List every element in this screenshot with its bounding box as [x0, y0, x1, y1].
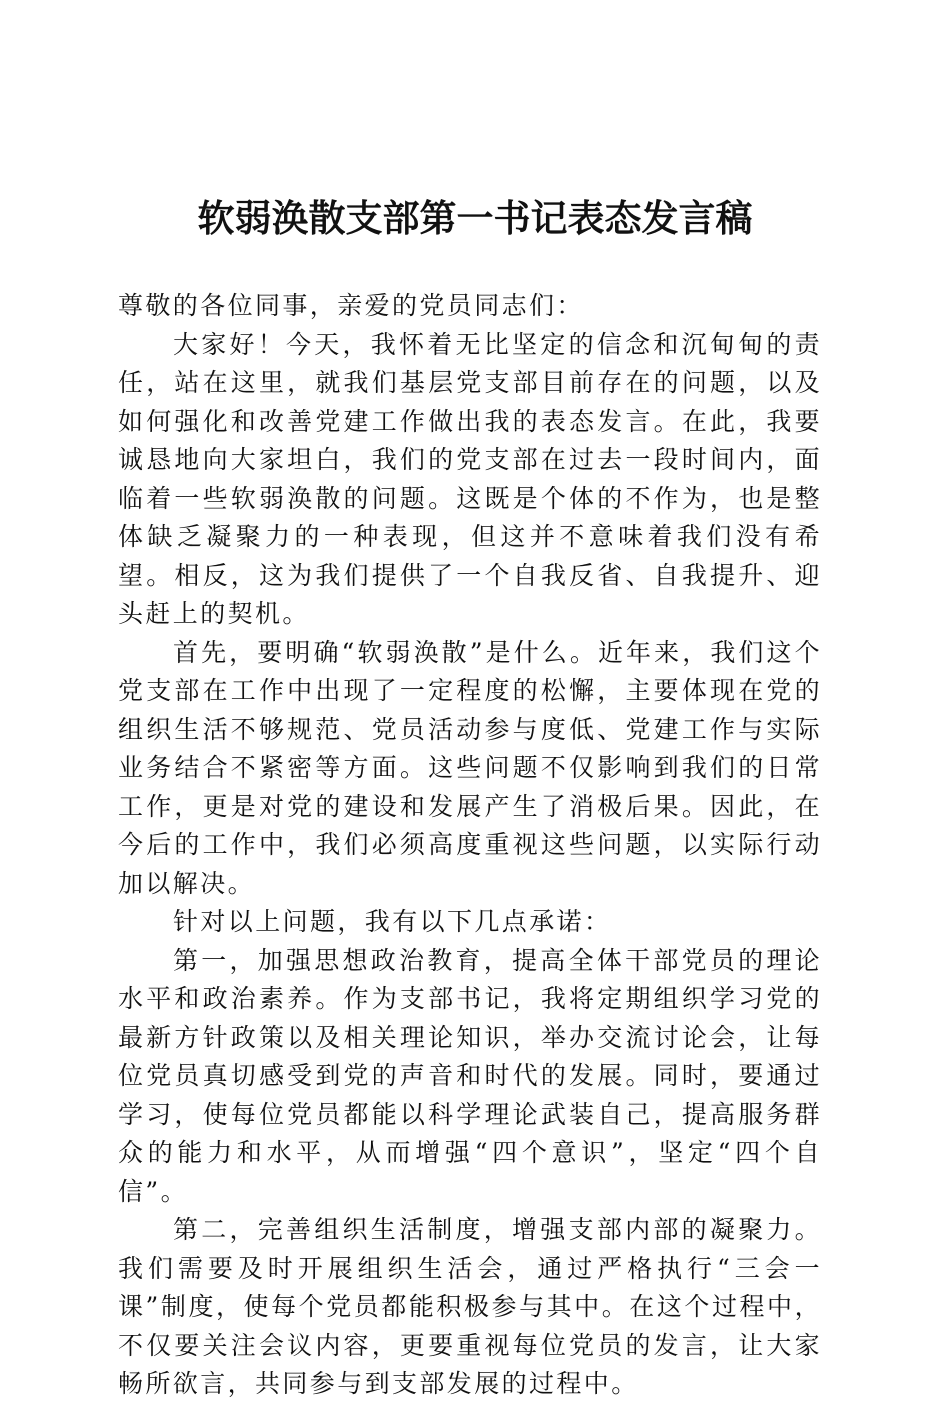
paragraph: 首先，要明确“软弱涣散”是什么。近年来，我们这个党支部在工作中出现了一定程度的松懈，主要体现在党的组织生活不够规范、党员活动参与度低、党建工作与实际业务结合不紧密等方面。这些问题不仅影响到我们的日常工作，更是对党的建设和发展产生了消极后果。因此，在今后的工作中，我们必须高度重视这些问题，以实际行动加以解决。 [118, 637, 822, 898]
paragraph: 第一，加强思想政治教育，提高全体干部党员的理论水平和政治素养。作为支部书记，我将定期组织学习党的最新方针政策以及相关理论知识，举办交流讨论会，让每位党员真切感受到党的声音和时代的发展。同时，要通过学习，使每位党员都能以科学理论武装自己，提高服务群众的能力和水平，从而增强“四个意识”，坚定“四个自信”。 [118, 945, 822, 1206]
document-title: 软弱涣散支部第一书记表态发言稿 [197, 196, 753, 240]
paragraph: 大家好！今天，我怀着无比坚定的信念和沉甸甸的责任，站在这里，就我们基层党支部目前存在的问题，以及如何强化和改善党建工作做出我的表态发言。在此，我要诚恳地向大家坦白，我们的党支部在过去一段时间内，面临着一些软弱涣散的问题。这既是个体的不作为，也是整体缺乏凝聚力的一种表现，但这并不意味着我们没有希望。相反，这为我们提供了一个自我反省、自我提升、迎头赶上的契机。 [118, 329, 822, 628]
paragraph: 第二，完善组织生活制度，增强支部内部的凝聚力。我们需要及时开展组织生活会，通过严格执行“三会一课”制度，使每个党员都能积极参与其中。在这个过程中，不仅要关注会议内容，更要重视每位党员的发言，让大家畅所欲言，共同参与到支部发展的过程中。 [118, 1215, 822, 1398]
salutation: 尊敬的各位同事，亲爱的党员同志们： [118, 291, 584, 320]
document-body [118, 287, 822, 1404]
paragraph: 针对以上问题，我有以下几点承诺： [173, 907, 612, 936]
